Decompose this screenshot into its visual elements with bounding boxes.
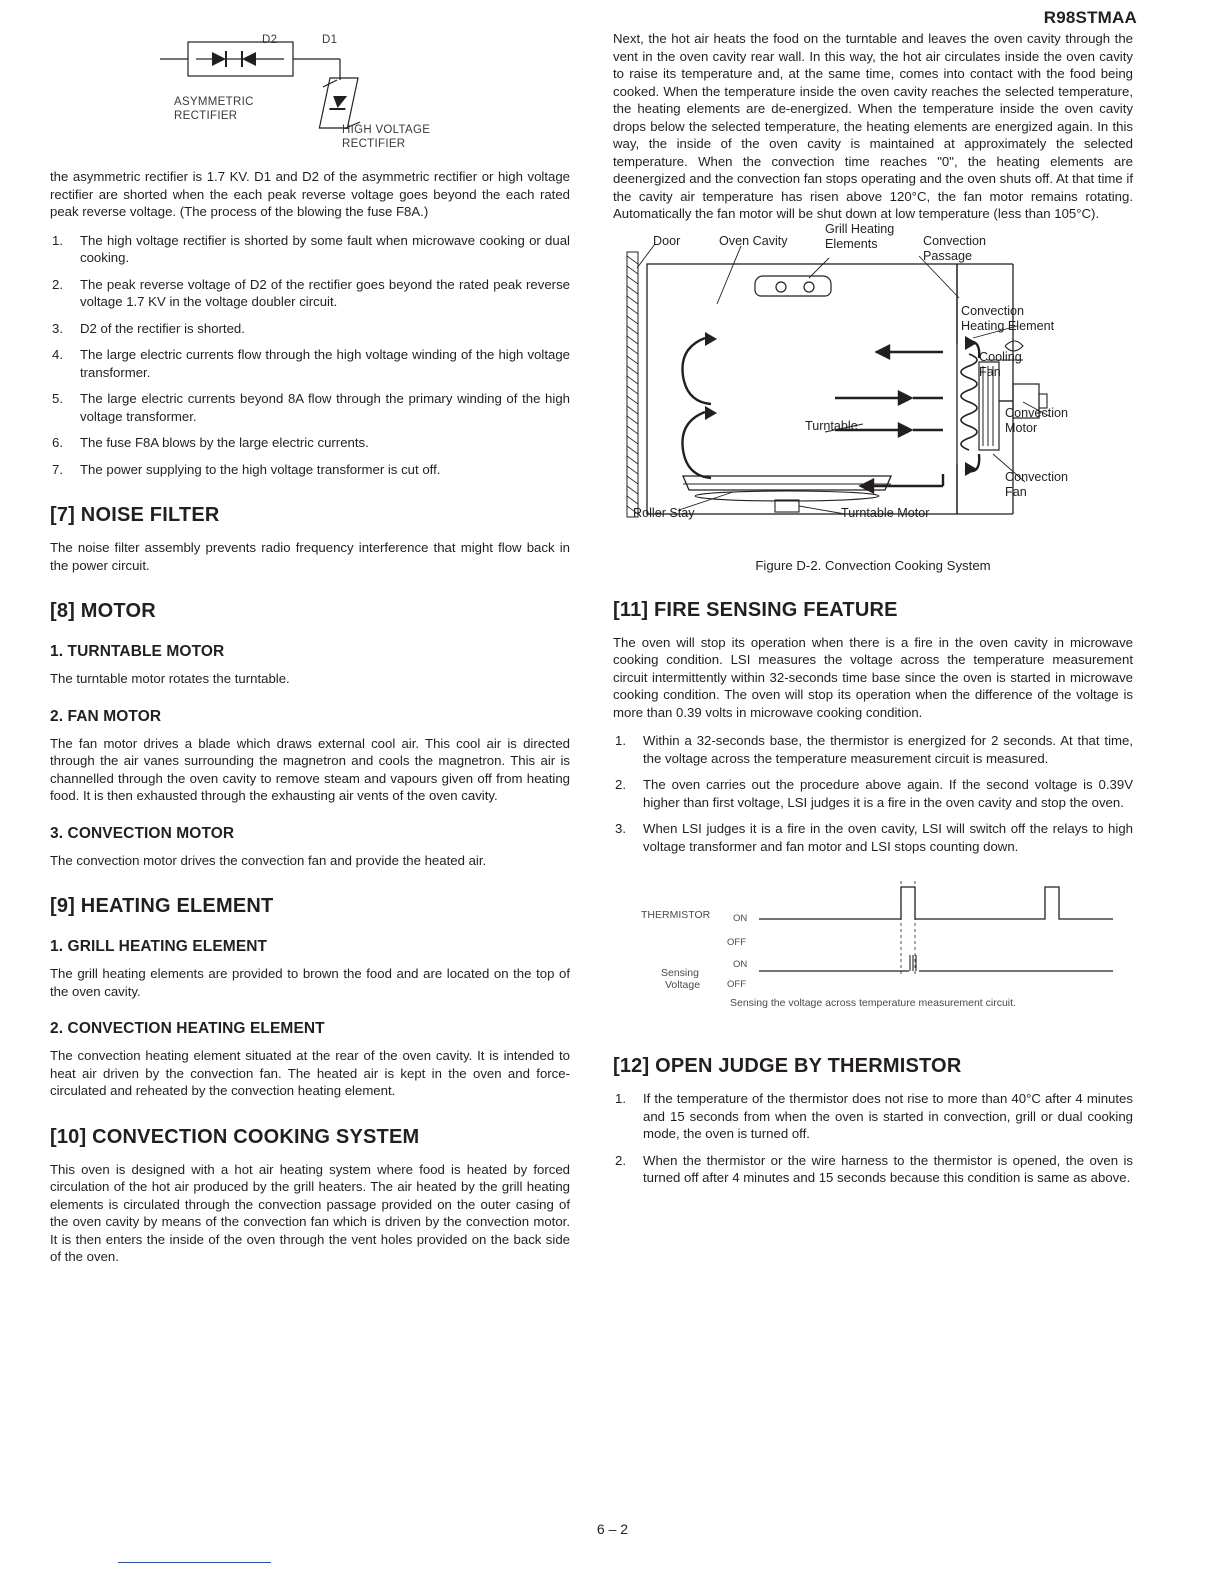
label-high-voltage: HIGH VOLTAGE [342, 124, 431, 136]
cooling-fan-line2: Fan [979, 364, 1001, 379]
grill-heating-elements-line1: Grill Heating [825, 221, 895, 236]
subheading-turntable-motor: 1. TURNTABLE MOTOR [50, 643, 225, 660]
convection-cooking-system-body: This oven is designed with a hot air heating system where food is heated by forced circulation of the hot air produced by the grill heaters. The air heated by the grill heating elements is circulated through the convection passage provided on the outer casing of the oven cavity by means of the convection fan which is driven by the convection motor. It is then enters the inside of the oven through the vent holes provided on the back side of the oven. [50, 1161, 570, 1264]
list-item: If the temperature of the thermistor does not rise to more than 40°C after 4 minutes and 15 seconds from when the oven is started in convection, grill or dual cooking mode, the oven is turned off. [643, 1091, 1133, 1141]
cooling-fan-line1: Cooling [979, 349, 1022, 364]
label-high-voltage-rectifier: RECTIFIER [342, 138, 406, 150]
list-item: The oven carries out the procedure above again. If the second voltage is 0.39V higher than first voltage, LSI judges it is a fire in the oven cavity and stop the oven. [643, 777, 1133, 810]
convection-motor-line1: Convection [1005, 405, 1069, 420]
section-heading-open-judge: [12] OPEN JUDGE BY THERMISTOR [613, 1055, 962, 1077]
section-heading-motor: [8] MOTOR [50, 600, 156, 622]
figure-label-oven-cavity: Oven Cavity [719, 233, 788, 248]
noise-filter-body: The noise filter assembly prevents radio frequency interference that might flow back in the power circuit. [50, 540, 570, 573]
list-item: The power supplying to the high voltage transformer is cut off. [80, 461, 441, 477]
label-asymmetric-rectifier: RECTIFIER [174, 110, 238, 122]
list-item: D2 of the rectifier is shorted. [80, 320, 245, 336]
chart-label-sensing-line1: Sensing [661, 967, 699, 979]
turntable-motor-body: The turntable motor rotates the turntable. [50, 671, 290, 686]
label-d1: D1 [322, 34, 338, 46]
list-item: The fuse F8A blows by the large electric currents. [80, 435, 369, 450]
convection-motor-body: The convection motor drives the convection fan and provide the heated air. [50, 852, 487, 868]
subheading-fan-motor: 2. FAN MOTOR [50, 707, 162, 725]
grill-heating-elements-line2: Elements [825, 236, 878, 251]
chart-label-on-2: ON [733, 959, 748, 970]
page-number: 6 – 2 [596, 1521, 629, 1537]
figure-label-convection-fan [1005, 470, 1068, 500]
chart-caption: Sensing the voltage across temperature measurement circuit. [730, 997, 1016, 1009]
list-item: When the thermistor or the wire harness to the thermistor is opened, the oven is turned off after 4 minutes and 15 seconds because this condition is same as above. [643, 1152, 1133, 1185]
convection-passage-line1: Convection [923, 233, 987, 248]
chart-label-on-1: ON [733, 913, 748, 924]
label-d2: D2 [262, 34, 278, 46]
list-item: When LSI judges it is a fire in the oven cavity, LSI will switch off the relays to high voltage transformer and fan motor and LSI stops counting down. [643, 821, 1133, 854]
figure-label-convection-motor [1005, 406, 1068, 436]
section-heading-noise-filter: [7] NOISE FILTER [50, 504, 220, 526]
figure-label-convection-heating-element [961, 304, 1054, 334]
convection-cooking-system-figure [613, 221, 1133, 552]
footer-rule [118, 1562, 271, 1563]
chart-label-off-1: OFF [727, 937, 746, 948]
subheading-grill-heating-element: 1. GRILL HEATING ELEMENT [50, 938, 268, 955]
left-intro-paragraph: the asymmetric rectifier is 1.7 KV. D1 and D2 of the asymmetric rectifier or high voltage rectifier are shorted when the each peak reverse voltage goes beyond the each rated peak reverse voltage. (The process of the blowing the fuse F8A.) [50, 169, 570, 219]
figure-label-grill-heating-elements [825, 222, 894, 252]
fire-sensing-list [613, 732, 1133, 855]
fault-sequence-list [50, 232, 570, 479]
page-header-code: R98STMAA [1043, 8, 1137, 27]
section-heading-convection-cooking-system: [10] CONVECTION COOKING SYSTEM [50, 1125, 420, 1148]
grill-heating-element-body: The grill heating elements are provided to brown the food and are located on the top of the oven cavity. [50, 966, 570, 999]
left-column [50, 30, 570, 1277]
chart-label-off-2: OFF [727, 979, 746, 990]
chart-label-thermistor: THERMISTOR [641, 909, 711, 921]
section-heading-fire-sensing: [11] FIRE SENSING FEATURE [613, 598, 898, 621]
convection-heating-element-body: The convection heating element situated at the rear of the oven cavity. It is intended to heat air driven by the convection fan. The heated air is kept in the oven and force-circulated and reheated by the convection heating element. [50, 1048, 570, 1098]
convection-heating-element-line2: Heating Element [961, 318, 1055, 333]
convection-motor-line2: Motor [1005, 420, 1038, 435]
list-item: Within a 32-seconds base, the thermistor is energized for 2 seconds. At that time, the voltage across the temperature measurement circuit is measured. [643, 733, 1133, 766]
figure-label-convection-passage [923, 234, 986, 264]
thermistor-timing-chart [613, 871, 1133, 1021]
list-item: The large electric currents flow through the high voltage winding of the high voltage transformer. [80, 347, 570, 380]
figure-label-roller-stay: Roller Stay [633, 505, 695, 520]
list-item: The large electric currents beyond 8A flow through the primary winding of the high voltage transformer. [80, 391, 570, 424]
fan-motor-body: The fan motor drives a blade which draws external cool air. This cool air is directed through the air vanes surrounding the magnetron and cools the magnetron. This air is channelled through the oven cavity to remove steam and vapours given off from heating food. It is then exhausted through the exhausting air vents of the oven cavity. [50, 735, 570, 803]
convection-passage-line2: Passage [923, 248, 973, 263]
list-item: The peak reverse voltage of D2 of the rectifier goes beyond the rated peak reverse voltage 1.7 KV in the voltage doubler circuit. [80, 276, 570, 309]
list-item: The high voltage rectifier is shorted by some fault when microwave cooking or dual cooking. [80, 232, 570, 265]
right-column [613, 30, 1133, 1197]
label-asymmetric: ASYMMETRIC [174, 96, 254, 108]
chart-label-sensing-line2: Voltage [665, 979, 701, 991]
figure-label-cooling-fan [979, 350, 1022, 380]
figure-label-door: Door [653, 233, 681, 248]
asymmetric-rectifier-figure [50, 30, 570, 160]
convection-fan-line1: Convection [1005, 469, 1069, 484]
figure-label-turntable-motor: Turntable Motor [841, 505, 930, 520]
figure-caption-d2: Figure D-2. Convection Cooking System [755, 557, 991, 573]
open-judge-list [613, 1090, 1133, 1187]
convection-fan-line2: Fan [1005, 484, 1027, 499]
convection-heating-element-line1: Convection [961, 303, 1025, 318]
fire-sensing-body: The oven will stop its operation when there is a fire in the oven cavity in microwave cooking condition. LSI measures the voltage across the temperature measurement circuit intermittently within 32-seconds time base since the oven is started in microwave cooking condition. The oven will stop its operation when the difference of the voltage is more than 0.39 volts in microwave cooking condition. [613, 634, 1133, 720]
subheading-convection-heating-element: 2. CONVECTION HEATING ELEMENT [50, 1020, 325, 1037]
section-heading-heating-element: [9] HEATING ELEMENT [50, 895, 274, 917]
subheading-convection-motor: 3. CONVECTION MOTOR [50, 824, 235, 842]
figure-label-turntable: Turntable [805, 418, 858, 433]
right-intro-paragraph: Next, the hot air heats the food on the turntable and leaves the oven cavity through the vent in the oven cavity rear wall. In this way, the hot air circulates inside the oven cavity to raise its temperature and, at the same time, comes into contact with the food being cooked. When the temperature inside the oven cavity reaches the selected temperature, the heating elements are de-energized. When the temperature inside the oven cavity drops below the selected temperature, the heating elements are energized again. In this way, the inside of the oven cavity is maintained at approximately the selected temperature. When the convection time reaches "0", the heating elements are deenergized and the convection fan stops operating and the oven shuts off. At that time if the cavity air temperature has risen above 120°C, the fan motor remains rotating. Automatically the fan motor will be shut down at low temperature (less than 105°C). [613, 31, 1133, 221]
